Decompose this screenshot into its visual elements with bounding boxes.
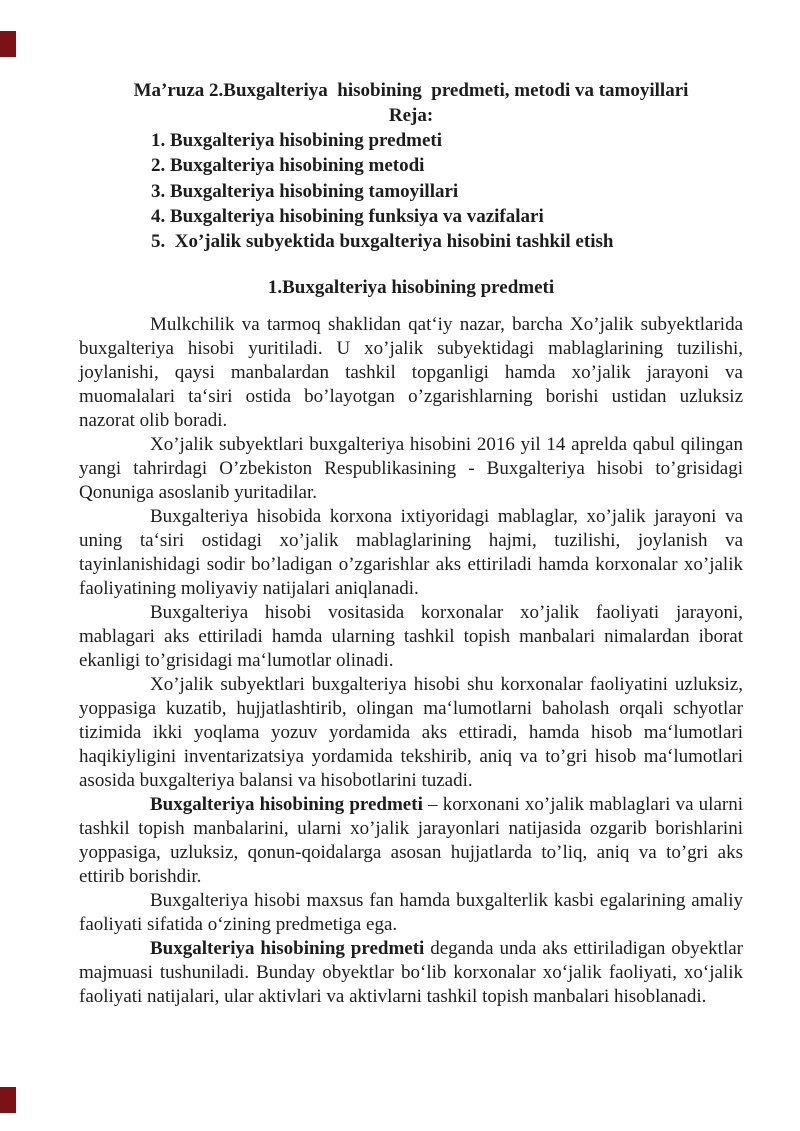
paragraph-3-text: Buxgalteriya hisobida korxona ixtiyoridagi mablaglar, xo’jalik jarayoni va uning ta‘siri ostidagi xo’jalik mablaglarining hajmi, tuzilishi, joylanish va tayinlanishidagi sodir bo’ladigan o’zgarishlar aks ettiriladi hamda korxonalar xo’jalik faoliyatining moliyaviy natijalari aniqlanadi.: [79, 506, 743, 600]
paragraph-7: [79, 889, 743, 937]
plan-item-3: 3. Buxgalteriya hisobining tamoyillari: [151, 180, 459, 202]
paragraph-6: [79, 793, 743, 889]
plan-item-2: 2. Buxgalteriya hisobining metodi: [151, 155, 425, 177]
paragraph-6-text: – korxonani xo’jalik mablaglari va ularni tashkil topish manbalarini, ularni xo’jalik jarayonlari natijasida ozgarib borishlarini yoppasiga, uzluksiz, qonun-qoidalarga asosan hujjatlarda to’liq, aniq va to’gri aks ettirib borishdir.: [79, 794, 743, 888]
paragraph-6-bold-lead: Buxgalteriya hisobining predmeti: [150, 794, 423, 816]
paragraph-4-text: Buxgalteriya hisobi vositasida korxonalar xo’jalik faoliyati jarayoni, mablagari aks ettiriladi hamda ularning tashkil topish manbalari nimalardan iborat ekanligi to’grisidagi ma‘lumotlar olinadi.: [79, 602, 743, 672]
section-heading: 1.Buxgalteriya hisobining predmeti: [267, 277, 555, 299]
paragraph-8-bold-lead: Buxgalteriya hisobining predmeti: [150, 938, 425, 960]
paragraph-8-text: deganda unda aks ettiriladigan obyektlar majmuasi tushuniladi. Bunday obyektlar bo‘lib korxonalar xo‘jalik faoliyati, xo‘jalik faoliyati natijalari, ular aktivlari va aktivlarni tashkil topish manbalari hisoblanadi.: [79, 938, 743, 1008]
page-corner-mark-bottom: [0, 1087, 16, 1113]
plan-item-4: 4. Buxgalteriya hisobining funksiya va vazifalari: [151, 205, 544, 227]
paragraph-4: [79, 601, 743, 673]
plan-label: Reja:: [388, 105, 434, 126]
paragraph-2: [79, 433, 743, 505]
paragraph-5-text: Xo’jalik subyektlari buxgalteriya hisobi shu korxonalar faoliyatini uzluksiz, yoppasiga kuzatib, hujjatlashtirib, olingan ma‘lumotlarni baholash orqali schyotlar tizimida ikki yoqlama yozuv yordamida aks ettiradi, hamda hisob ma‘lumotlari haqikiyligini inventarizatsiya yordamida tekshirib, aniq va to’gri hisob ma‘lumotlari asosida buxgalteriya balansi va hisobotlarini tuzadi.: [79, 674, 743, 792]
page-corner-mark-top: [0, 31, 16, 57]
paragraph-1-text: Mulkchilik va tarmoq shaklidan qat‘iy nazar, barcha Xo’jalik subyektlarida buxgalteriya hisobi yuritiladi. U xo’jalik subyektidagi mablaglarining tuzilishi, joylanishi, qaysi manbalardan tashkil topganligi hamda xo’jalik jarayoni va muomalalari ta‘siri ostida bo’layotgan o’zgarishlarning borishi ustidan uzluksiz nazorat olib boradi.: [79, 314, 743, 432]
paragraph-2-text: Xo’jalik subyektlari buxgalteriya hisobini 2016 yil 14 aprelda qabul qilingan yangi tahrirdagi O’zbekiston Respublikasining - Buxgalteriya hisobi to’grisidagi Qonuniga asoslanib yuritadilar.: [79, 434, 743, 504]
lecture-title: Ma’ruza 2.Buxgalteriya hisobining predmeti, metodi va tamoyillari: [133, 80, 689, 101]
paragraph-5: [79, 673, 743, 793]
plan-list: [79, 128, 743, 254]
paragraph-7-text: Buxgalteriya hisobi maxsus fan hamda buxgalterlik kasbi egalarining amaliy faoliyati sifatida o‘zining predmetiga ega.: [79, 890, 743, 936]
plan-item-1: 1. Buxgalteriya hisobining predmeti: [151, 130, 443, 151]
document-content: [79, 78, 743, 1009]
paragraph-3: [79, 505, 743, 601]
plan-item-5: 5. Xo’jalik subyektida buxgalteriya hisobini tashkil etish: [151, 231, 614, 253]
paragraph-1: [79, 313, 743, 433]
paragraph-8: [79, 937, 743, 1009]
body-text: [79, 313, 743, 1009]
